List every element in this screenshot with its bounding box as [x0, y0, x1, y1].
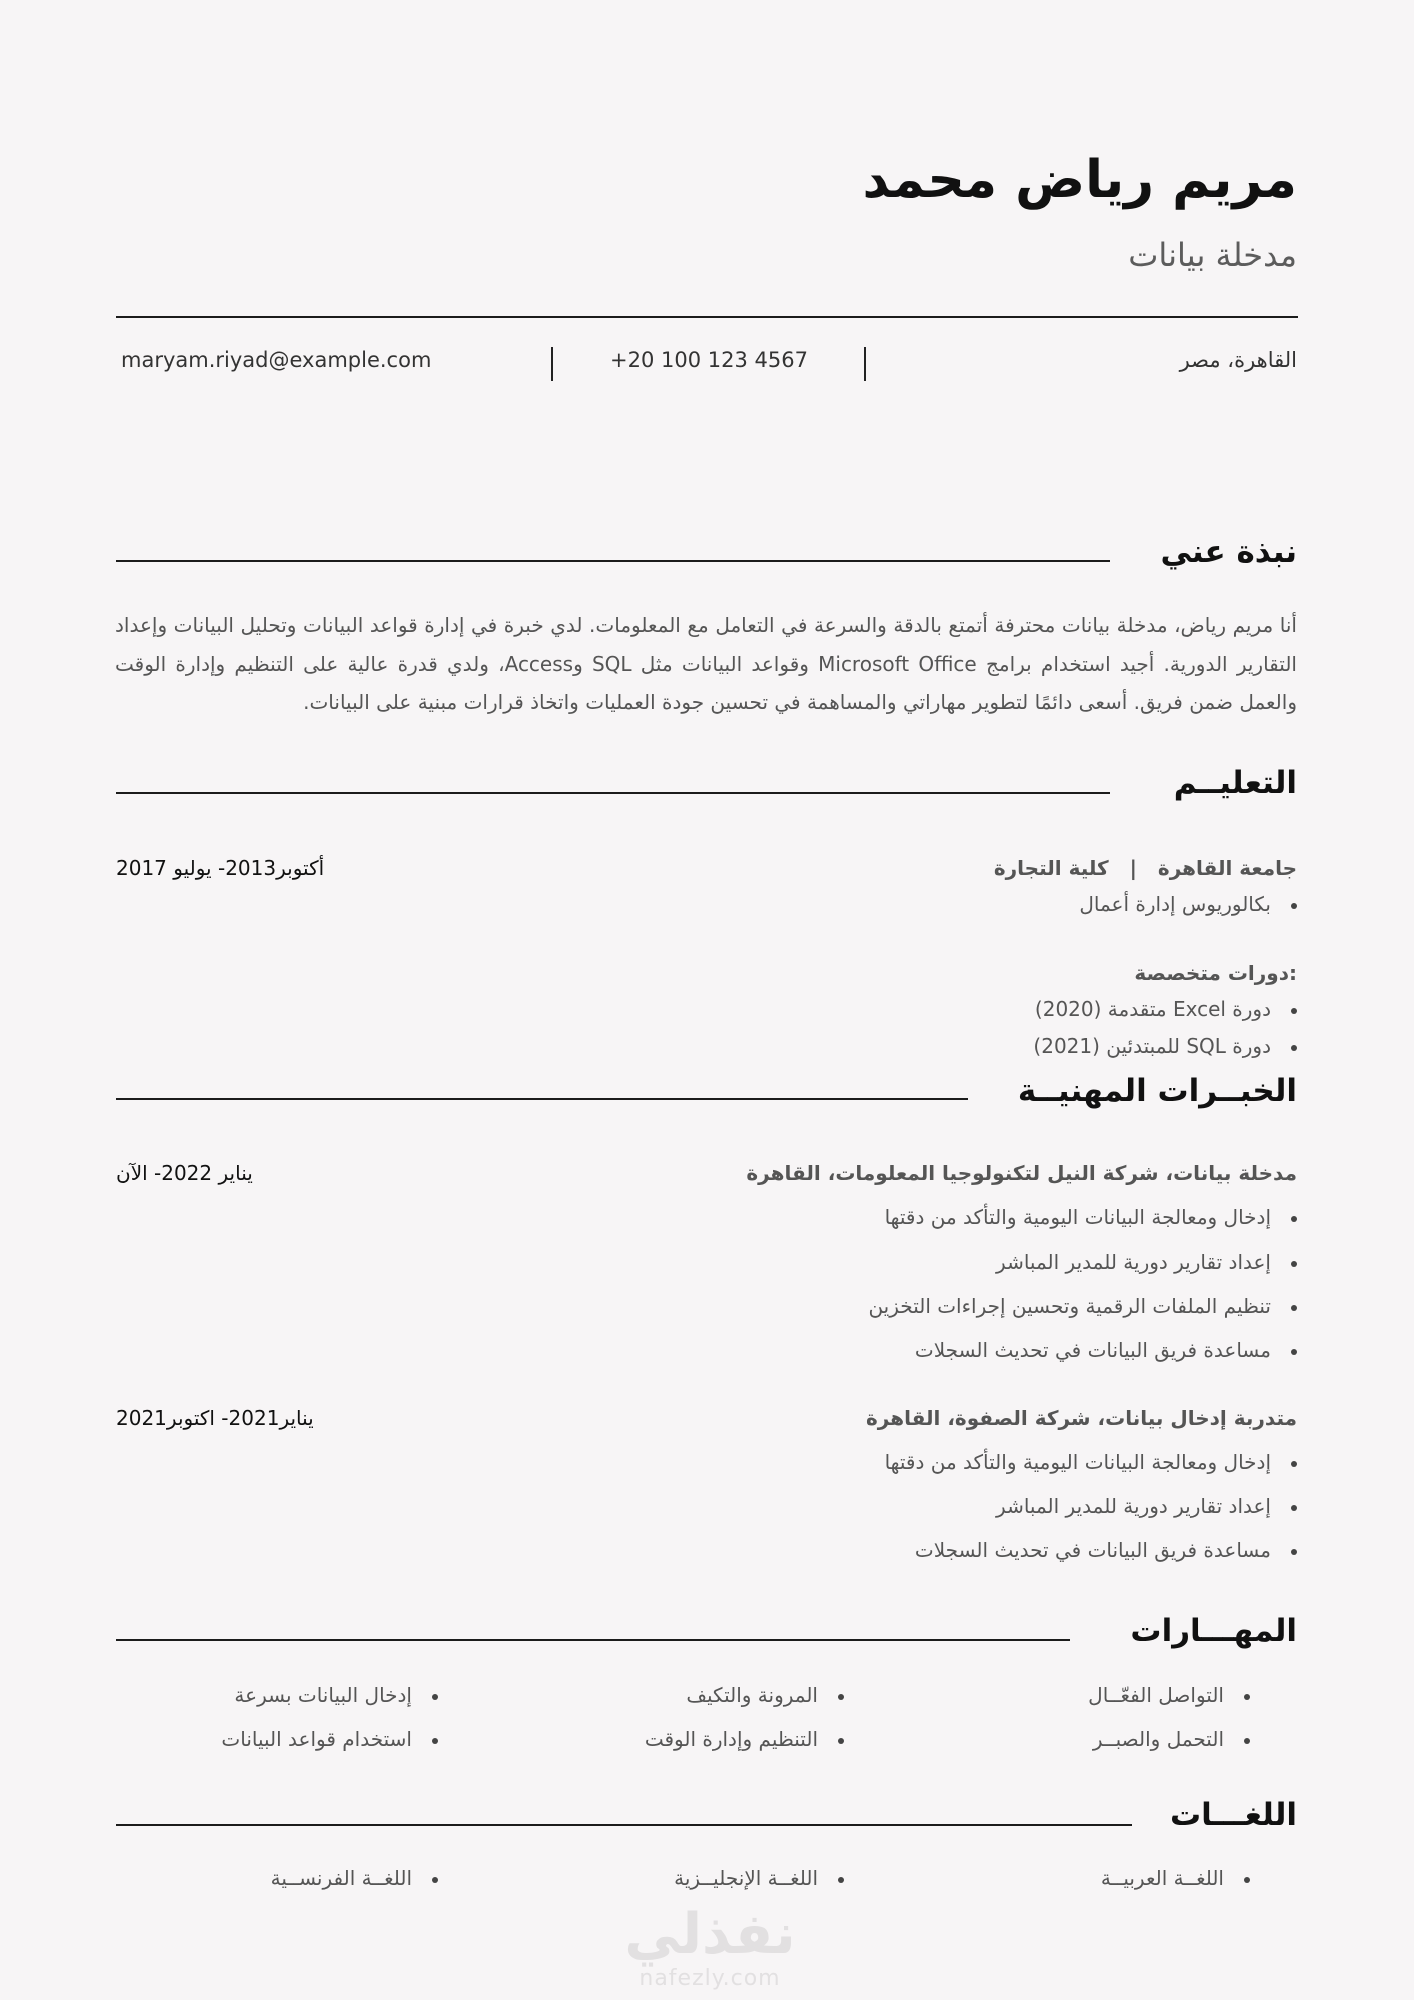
bullet-icon — [1291, 1549, 1297, 1555]
list-item — [885, 1205, 1297, 1229]
education-institution — [994, 856, 1297, 880]
faculty-name: كلية التجارة — [993, 856, 1109, 880]
bullet-icon — [432, 1694, 438, 1700]
job-bullet-text: إعداد تقارير دورية للمدير المباشر — [996, 1250, 1271, 1274]
language-text: اللغــة الإنجليــزية — [674, 1866, 818, 1890]
section-heading-education: التعليــم — [1173, 765, 1297, 801]
skill-item — [686, 1683, 844, 1707]
skill-text: إدخال البيانات بسرعة — [234, 1683, 412, 1707]
section-divider — [116, 792, 1110, 794]
contact-location: القاهرة، مصر — [1179, 348, 1297, 372]
degree-text: بكالوريوس إدارة أعمال — [1079, 892, 1271, 916]
contact-separator — [864, 347, 866, 381]
institution-separator: | — [1129, 856, 1137, 880]
list-item — [868, 1294, 1297, 1318]
skill-text: التواصل الفعّــال — [1088, 1683, 1224, 1707]
skill-item — [1088, 1683, 1250, 1707]
bullet-icon — [1244, 1877, 1250, 1883]
course-text: دورة Excel متقدمة (2020) — [1034, 997, 1271, 1021]
university-name: جامعة القاهرة — [1157, 856, 1297, 880]
job-bullet-text: إدخال ومعالجة البيانات اليومية والتأكد من دقتها — [884, 1450, 1271, 1474]
contact-email[interactable]: maryam.riyad@example.com — [121, 348, 432, 372]
job-title-2: متدربة إدخال بيانات، شركة الصفوة، القاهرة — [865, 1406, 1297, 1430]
language-item — [674, 1866, 844, 1890]
skill-item — [645, 1727, 844, 1751]
skill-item — [221, 1727, 438, 1751]
bullet-icon — [1291, 1045, 1297, 1051]
courses-heading: :دورات متخصصة — [1134, 961, 1297, 985]
bullet-icon — [432, 1738, 438, 1744]
candidate-name: مريم رياض محمد — [862, 150, 1297, 210]
list-item — [1079, 892, 1297, 916]
section-heading-skills: المهـــارات — [1130, 1613, 1297, 1649]
job-title: مدخلة بيانات — [1128, 236, 1297, 274]
bullet-icon — [1291, 1216, 1297, 1222]
job-bullet-text: تنظيم الملفات الرقمية وتحسين إجراءات التخزين — [868, 1294, 1271, 1318]
watermark-url: nafezly.com — [639, 1966, 781, 1991]
list-item — [1035, 997, 1297, 1021]
section-divider — [116, 1824, 1132, 1826]
about-text: أنا مريم رياض، مدخلة بيانات محترفة أتمتع بالدقة والسرعة في التعامل مع المعلومات. لدي خبرة في إدارة قواعد البيانات وتحليل البيانات وإعداد التقارير الدورية. أجيد استخدام برامج Microsoft Office وقواعد البيانات مثل SQL وAccess، ولدي قدرة عالية على التنظيم وإدارة الوقت والعمل ضمن فريق. أسعى دائمًا لتطوير مهاراتي والمساهمة في تحسين جودة العمليات واتخاذ قرارات مبنية على البيانات. — [115, 613, 1297, 714]
job-dates-2: يناير2021- اكتوبر2021 — [116, 1406, 314, 1430]
section-heading-languages: اللغـــات — [1170, 1797, 1297, 1833]
course-text: دورة SQL للمبتدئين (2021) — [1033, 1034, 1271, 1058]
bullet-icon — [1244, 1694, 1250, 1700]
bullet-icon — [838, 1694, 844, 1700]
job-bullet-text: إعداد تقارير دورية للمدير المباشر — [996, 1494, 1271, 1518]
bullet-icon — [1291, 903, 1297, 909]
contact-phone[interactable]: +20 100 123 4567 — [610, 348, 808, 372]
job-bullet-text: مساعدة فريق البيانات في تحديث السجلات — [914, 1538, 1271, 1562]
bullet-icon — [838, 1738, 844, 1744]
section-divider — [116, 560, 1110, 562]
section-divider — [116, 1098, 968, 1100]
skill-item — [234, 1683, 438, 1707]
section-divider — [116, 1639, 1070, 1641]
list-item — [885, 1450, 1297, 1474]
section-heading-experience: الخبــرات المهنيــة — [1017, 1073, 1297, 1109]
bullet-icon — [1244, 1738, 1250, 1744]
bullet-icon — [1291, 1305, 1297, 1311]
language-item — [271, 1866, 438, 1890]
education-dates: أكتوبر2013- يوليو 2017 — [116, 856, 325, 880]
job-bullet-text: إدخال ومعالجة البيانات اليومية والتأكد من دقتها — [884, 1205, 1271, 1229]
bullet-icon — [1291, 1349, 1297, 1355]
header-divider — [116, 316, 1298, 318]
language-text: اللغــة العربيــة — [1100, 1866, 1224, 1890]
watermark-arabic: نفذلي — [624, 1902, 796, 1967]
bullet-icon — [432, 1877, 438, 1883]
skill-text: استخدام قواعد البيانات — [221, 1727, 412, 1751]
bullet-icon — [1291, 1461, 1297, 1467]
bullet-icon — [1291, 1505, 1297, 1511]
skill-text: التحمل والصبــر — [1092, 1727, 1224, 1751]
job-title-1: مدخلة بيانات، شركة النيل لتكنولوجيا المعلومات، القاهرة — [746, 1161, 1297, 1185]
bullet-icon — [838, 1877, 844, 1883]
skill-item — [1093, 1727, 1250, 1751]
language-item — [1101, 1866, 1250, 1890]
list-item — [996, 1250, 1297, 1274]
list-item — [915, 1338, 1297, 1362]
section-heading-about: نبذة عني — [1160, 534, 1297, 570]
list-item — [1033, 1034, 1297, 1058]
contact-separator — [551, 347, 553, 381]
job-bullet-text: مساعدة فريق البيانات في تحديث السجلات — [914, 1338, 1271, 1362]
list-item — [996, 1494, 1297, 1518]
watermark-logo — [600, 1902, 820, 1993]
job-dates-1: يناير 2022- الآن — [116, 1161, 253, 1185]
list-item — [915, 1538, 1297, 1562]
skill-text: التنظيم وإدارة الوقت — [644, 1727, 818, 1751]
skill-text: المرونة والتكيف — [686, 1683, 818, 1707]
bullet-icon — [1291, 1261, 1297, 1267]
bullet-icon — [1291, 1008, 1297, 1014]
language-text: اللغــة الفرنســية — [270, 1866, 412, 1890]
